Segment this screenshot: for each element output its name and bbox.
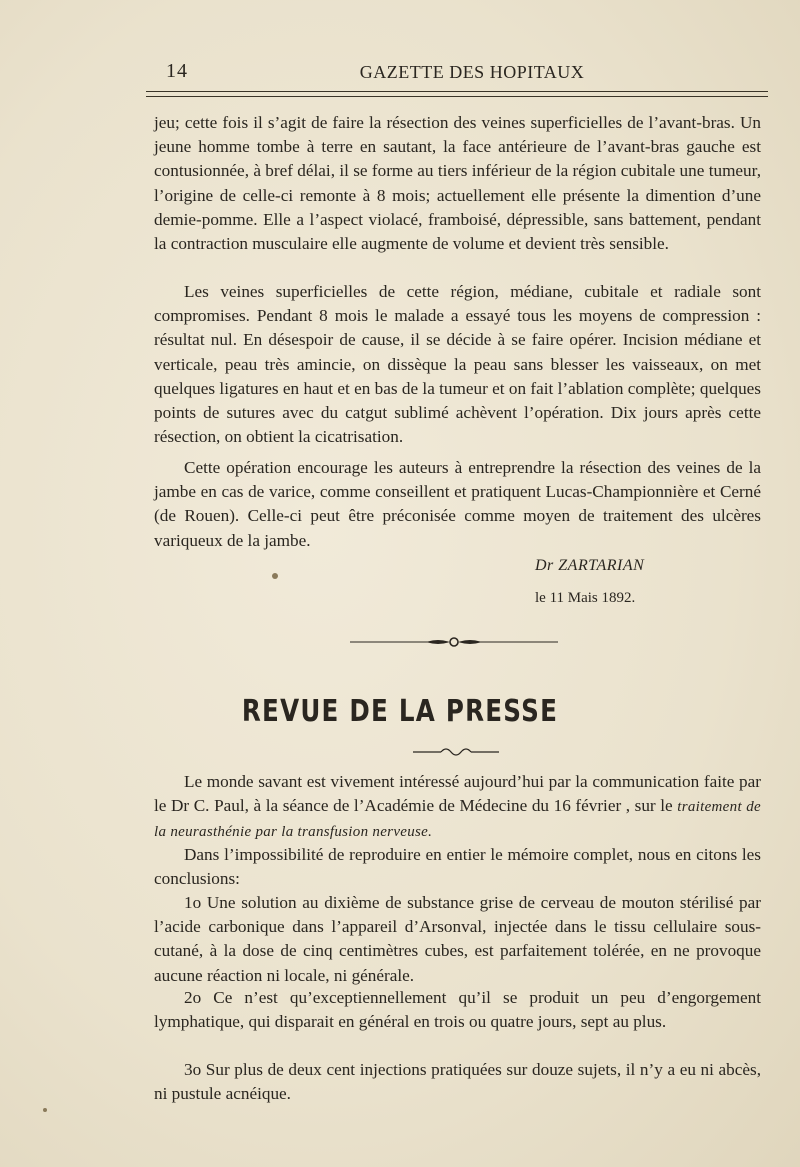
journal-title: GAZETTE DES HOPITAUX <box>359 62 585 82</box>
ink-speck <box>43 1108 47 1112</box>
ornament-divider <box>411 744 501 758</box>
article-paragraph: jeu; cette fois il s’agit de faire la résection des veines superficielles de l’avant-bras. Un jeune homme tombe à terre en sautant, la face antérieure de l’avant-bras gauche est contusionnée, à bref délai, il se forme au tiers inférieur de la région cubitale une tumeur, l’origine de celle-ci remonte à 8 mois; actuellement elle présente la dimention d’une demie-pomme. Elle a l’aspect violacé, framboisé, dépressible, sans battement, pendant la contraction musculaire elle augmente de volume et devient très sensible. <box>154 113 761 254</box>
header-rule <box>146 91 768 97</box>
conclusion-item: 3o Sur plus de deux cent injections pratiquées sur douze sujets, il n’y a eu ni abcès, ni pustule acnéique. <box>154 1060 761 1104</box>
press-intro-paragraph <box>154 770 761 845</box>
article-body-2 <box>154 280 761 449</box>
article-paragraph: Les veines superficielles de cette région, médiane, cubitale et radiale sont compromises. Pendant 8 mois le malade a essayé tous les moyens de compression : résultat nul. En désespoir de cause, il se décide à se faire opérer. Incision médiane et verticale, peau très amincie, on dissèque la peau sans blesser les vaisseaux, on met quelques ligatures en haut et en bas de la tumeur et on fait l’ablation complète; quelques points de sutures avec du catgut sublimé achèvent l’opération. Dix jours après cette résection, on obtient la cicatrisation. <box>154 282 761 447</box>
signature-date: le 11 Mais 1892. <box>535 590 636 606</box>
ink-speck <box>272 573 278 579</box>
conclusion-item: 2o Ce n’est qu’exceptiennellement qu’il se produit un peu d’engorgement lymphatique, qui disparait en général en trois ou quatre jours, sept au plus. <box>154 988 761 1032</box>
page-number: 14 <box>166 60 188 82</box>
signature-name: Dr ZARTARIAN <box>535 557 645 574</box>
article-paragraph: Cette opération encourage les auteurs à entreprendre la résection des veines de la jambe en cas de varice, comme conseillent et pratiquent Lucas-Championnière et Cerné (de Rouen). Celle-ci peut être préconisée comme moyen de traitement des ulcères variqueux de la jambe. <box>154 458 761 550</box>
press-paragraph: Dans l’impossibilité de reproduire en entier le mémoire complet, nous en citons les conclusions: <box>154 845 761 889</box>
fleuron-divider <box>348 634 560 650</box>
press-intro-emphasis: traitement de la neurasthénie par la transfusion nerveuse. <box>154 799 762 841</box>
press-conclusion-3 <box>154 1058 761 1106</box>
section-title: REVUE DE LA PRESSE <box>241 694 559 729</box>
press-paragraph-2 <box>154 843 761 891</box>
page-header <box>146 58 768 88</box>
article-body <box>154 111 761 256</box>
press-intro <box>154 770 761 845</box>
press-intro-text: Le monde savant est vivement intéressé aujourd’hui par la communication faite par le Dr C. Paul, à la séance de l’Académie de Médecine du 16 février , sur le <box>154 772 761 816</box>
article-body-3 <box>154 456 761 553</box>
press-conclusion-2 <box>154 986 761 1034</box>
press-conclusion-1 <box>154 891 761 988</box>
conclusion-item: 1o Une solution au dixième de substance grise de cerveau de mouton stérilisé par l’acide carbonique dans l’appareil d’Arsonval, injectée dans le tissu cellulaire sous-cutané, à la dose de cinq centimètres cubes, est parfaitement tolérée, en ne provoque aucune réaction ni locale, ni générale. <box>154 893 761 985</box>
